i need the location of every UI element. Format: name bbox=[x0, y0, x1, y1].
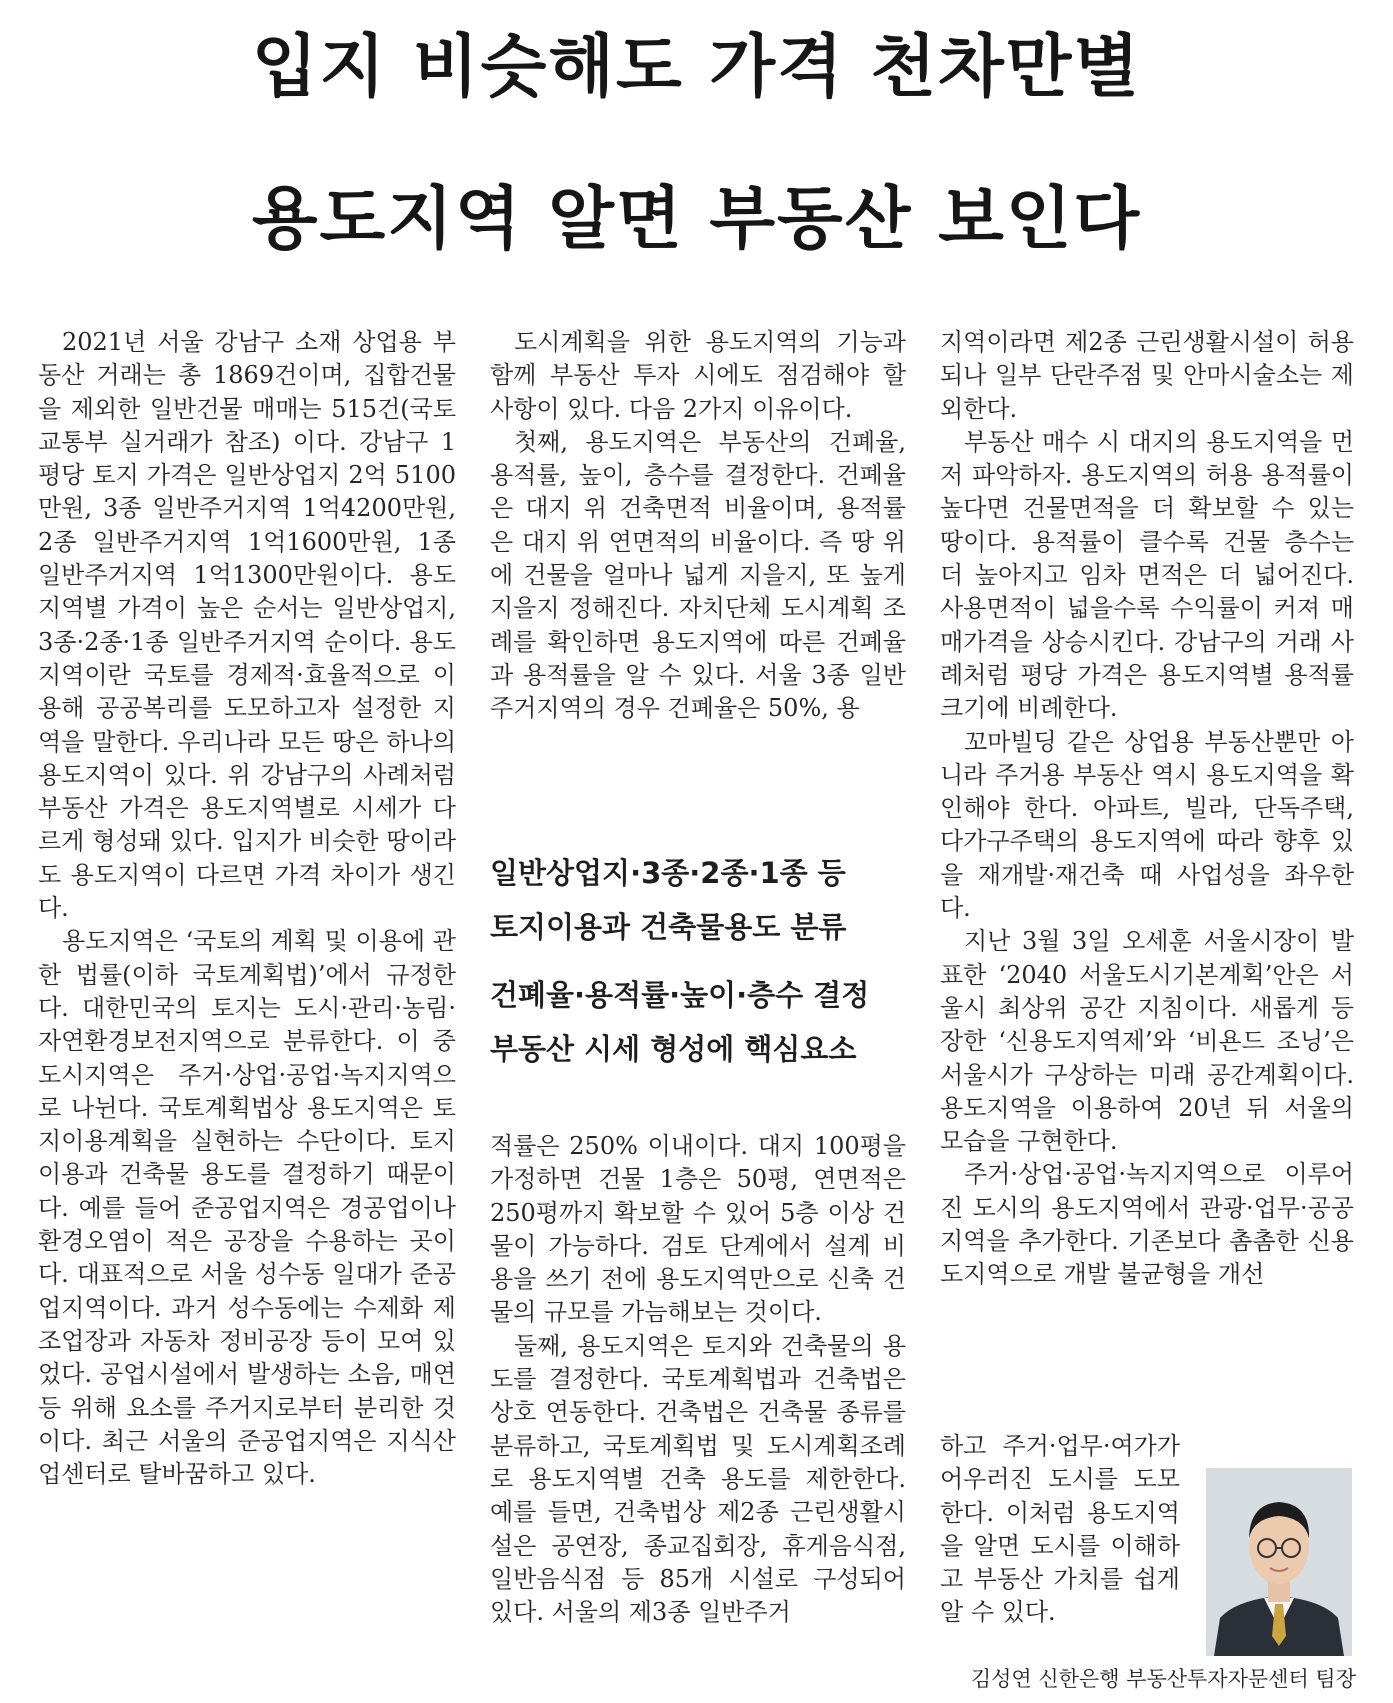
paragraph: 부동산 매수 시 대지의 용도지역을 먼저 파악하자. 용도지역의 허용 용적률이 높다면 건물면적을 더 확보할 수 있는 땅이다. 용적률이 클수록 건물 층수는 더 높아지고 임차 면적은 더 넓어진다. 사용면적이 넓을수록 수익률이 커져 매매가격을 상승시킨다. 강남구의 거래 사례처럼 평당 가격은 용도지역별 용적률 크기에 비례한다. bbox=[940, 427, 1354, 723]
paragraph: 용도지역은 ‘국토의 계획 및 이용에 관한 법률(이하 국토계획법)’에서 규정한다. 대한민국의 토지는 도시·관리·농림·자연환경보전지역으로 분류한다. 이 중 도시지역은 주거·상업·공업·녹지지역으로 나뉜다. 국토계획법상 용도지역은 토지이용계획을 실현하는 수단이다. 토지 이용과 건축물 용도를 결정하기 때문이다. 예를 들어 준공업지역은 경공업이나 환경오염이 적은 공장을 수용하는 곳이다. 대표적으로 서울 성수동 일대가 준공업지역이다. 과거 성수동에는 수제화 제조업장과 자동차 정비공장 등이 모여 있었다. 공업시설에서 발생하는 소음, 매연 등 위해 요소를 주거지로부터 분리한 것이다. 최근 서울의 준공업지역은 지식산업센터로 탈바꿈하고 있다. bbox=[38, 927, 456, 1489]
author-byline: 김성연 신한은행 부동산투자자문센터 팀장 bbox=[970, 1667, 1356, 1691]
author-photo bbox=[1206, 1468, 1352, 1656]
pull-quote-line: 일반상업지·3종·2종·1종 등 bbox=[490, 856, 846, 890]
paragraph: 꼬마빌딩 같은 상업용 부동산뿐만 아니라 주거용 부동산 역시 용도지역을 확인해야 한다. 아파트, 빌라, 단독주택, 다가구주택의 용도지역에 따라 향후 있을 재개발·재건축 때 사업성을 좌우한다. bbox=[940, 727, 1354, 923]
author-portrait-icon bbox=[1206, 1468, 1352, 1656]
pull-quote-b bbox=[490, 968, 910, 1076]
pull-quote-line: 부동산 시세 형성에 핵심요소 bbox=[490, 1032, 857, 1066]
pull-quote-line: 건폐율·용적률·높이·층수 결정 bbox=[490, 978, 870, 1012]
article-column-1 bbox=[38, 326, 456, 1491]
article-column-2-continued bbox=[490, 1130, 906, 1629]
paragraph: 지난 3월 3일 오세훈 서울시장이 발표한 ‘2040 서울도시기본계획’안은 서울시 최상위 공간 지침이다. 새롭게 등장한 ‘신용도지역제’와 ‘비욘드 조닝’은 서울시가 구상하는 미래 공간계획이다. 용도지역을 이용하여 20년 뒤 서울의 모습을 구현한다. bbox=[940, 927, 1354, 1156]
paragraph: 2021년 서울 강남구 소재 상업용 부동산 거래는 총 1869건이며, 집합건물을 제외한 일반건물 매매는 515건(국토교통부 실거래가 참조) 이다. 강남구 1평당 토지 가격은 일반상업지 2억 5100만원, 3종 일반주거지역 1억4200만원, 2종 일반주거지역 1억1600만원, 1종 일반주거지역 1억1300만원이다. 용도지역별 가격이 높은 순서는 일반상업지, 3종·2종·1종 일반주거지역 순이다. 용도지역이란 국토를 경제적·효율적으로 이용해 공공복리를 도모하고자 설정한 지역을 말한다. 우리나라 모든 땅은 하나의 용도지역이 있다. 위 강남구의 사례처럼 부동산 가격은 용도지역별로 시세가 다르게 형성돼 있다. 입지가 비슷한 땅이라도 용도지역이 다르면 가격 차이가 생긴다. bbox=[38, 328, 456, 923]
paragraph: 하고 주거·업무·여가가 어우러진 도시를 도모한다. 이처럼 용도지역을 알면 도시를 이해하고 부동산 가치를 쉽게 알 수 있다. bbox=[940, 1432, 1180, 1627]
paragraph: 지역이라면 제2종 근린생활시설이 허용되나 일부 단란주점 및 안마시술소는 제외한다. bbox=[940, 328, 1354, 423]
paragraph: 도시계획을 위한 용도지역의 기능과 함께 부동산 투자 시에도 점검해야 할 사항이 있다. 다음 2가지 이유이다. bbox=[490, 328, 906, 423]
article-column-3-continued bbox=[940, 1430, 1180, 1630]
paragraph: 주거·상업·공업·녹지지역으로 이루어진 도시의 용도지역에서 관광·업무·공공지역을 추가한다. 기존보다 촘촘한 신용도지역으로 개발 불균형을 개선 bbox=[940, 1160, 1354, 1289]
paragraph: 첫째, 용도지역은 부동산의 건폐율, 용적률, 높이, 층수를 결정한다. 건폐율은 대지 위 건축면적 비율이며, 용적률은 대지 위 연면적의 비율이다. 즉 땅 위에 건물을 얼마나 넓게 지을지, 또 높게 지을지 정해진다. 자치단체 도시계획 조례를 확인하면 용도지역에 따른 건폐율과 용적률을 알 수 있다. 서울 3종 일반주거지역의 경우 건폐율은 50%, 용 bbox=[490, 427, 906, 723]
pull-quote-a bbox=[490, 846, 910, 954]
headline-line-1: 입지 비슷해도 가격 천차만별 bbox=[251, 28, 1142, 107]
article-column-3 bbox=[940, 326, 1354, 1292]
paragraph: 둘째, 용도지역은 토지와 건축물의 용도를 결정한다. 국토계획법과 건축법은 상호 연동한다. 건축법은 건축물 종류를 분류하고, 국토계획법 및 도시계획조례로 용도지역별 건축 용도를 제한한다. 예를 들면, 건축법상 제2종 근린생활시설은 공연장, 종교집회장, 휴게음식점, 일반음식점 등 85개 시설로 구성되어 있다. 서울의 제3종 일반주거 bbox=[490, 1331, 906, 1627]
headline-line-2: 용도지역 알면 부동산 보인다 bbox=[251, 180, 1142, 259]
paragraph: 적률은 250% 이내이다. 대지 100평을 가정하면 건물 1층은 50평, 연면적은 250평까지 확보할 수 있어 5층 이상 건물이 가능하다. 검토 단계에서 설계 비용을 쓰기 전에 용도지역만으로 신축 건물의 규모를 가늠해보는 것이다. bbox=[490, 1132, 906, 1327]
pull-quote-line: 토지이용과 건축물용도 분류 bbox=[490, 910, 847, 944]
article-column-2 bbox=[490, 326, 906, 726]
